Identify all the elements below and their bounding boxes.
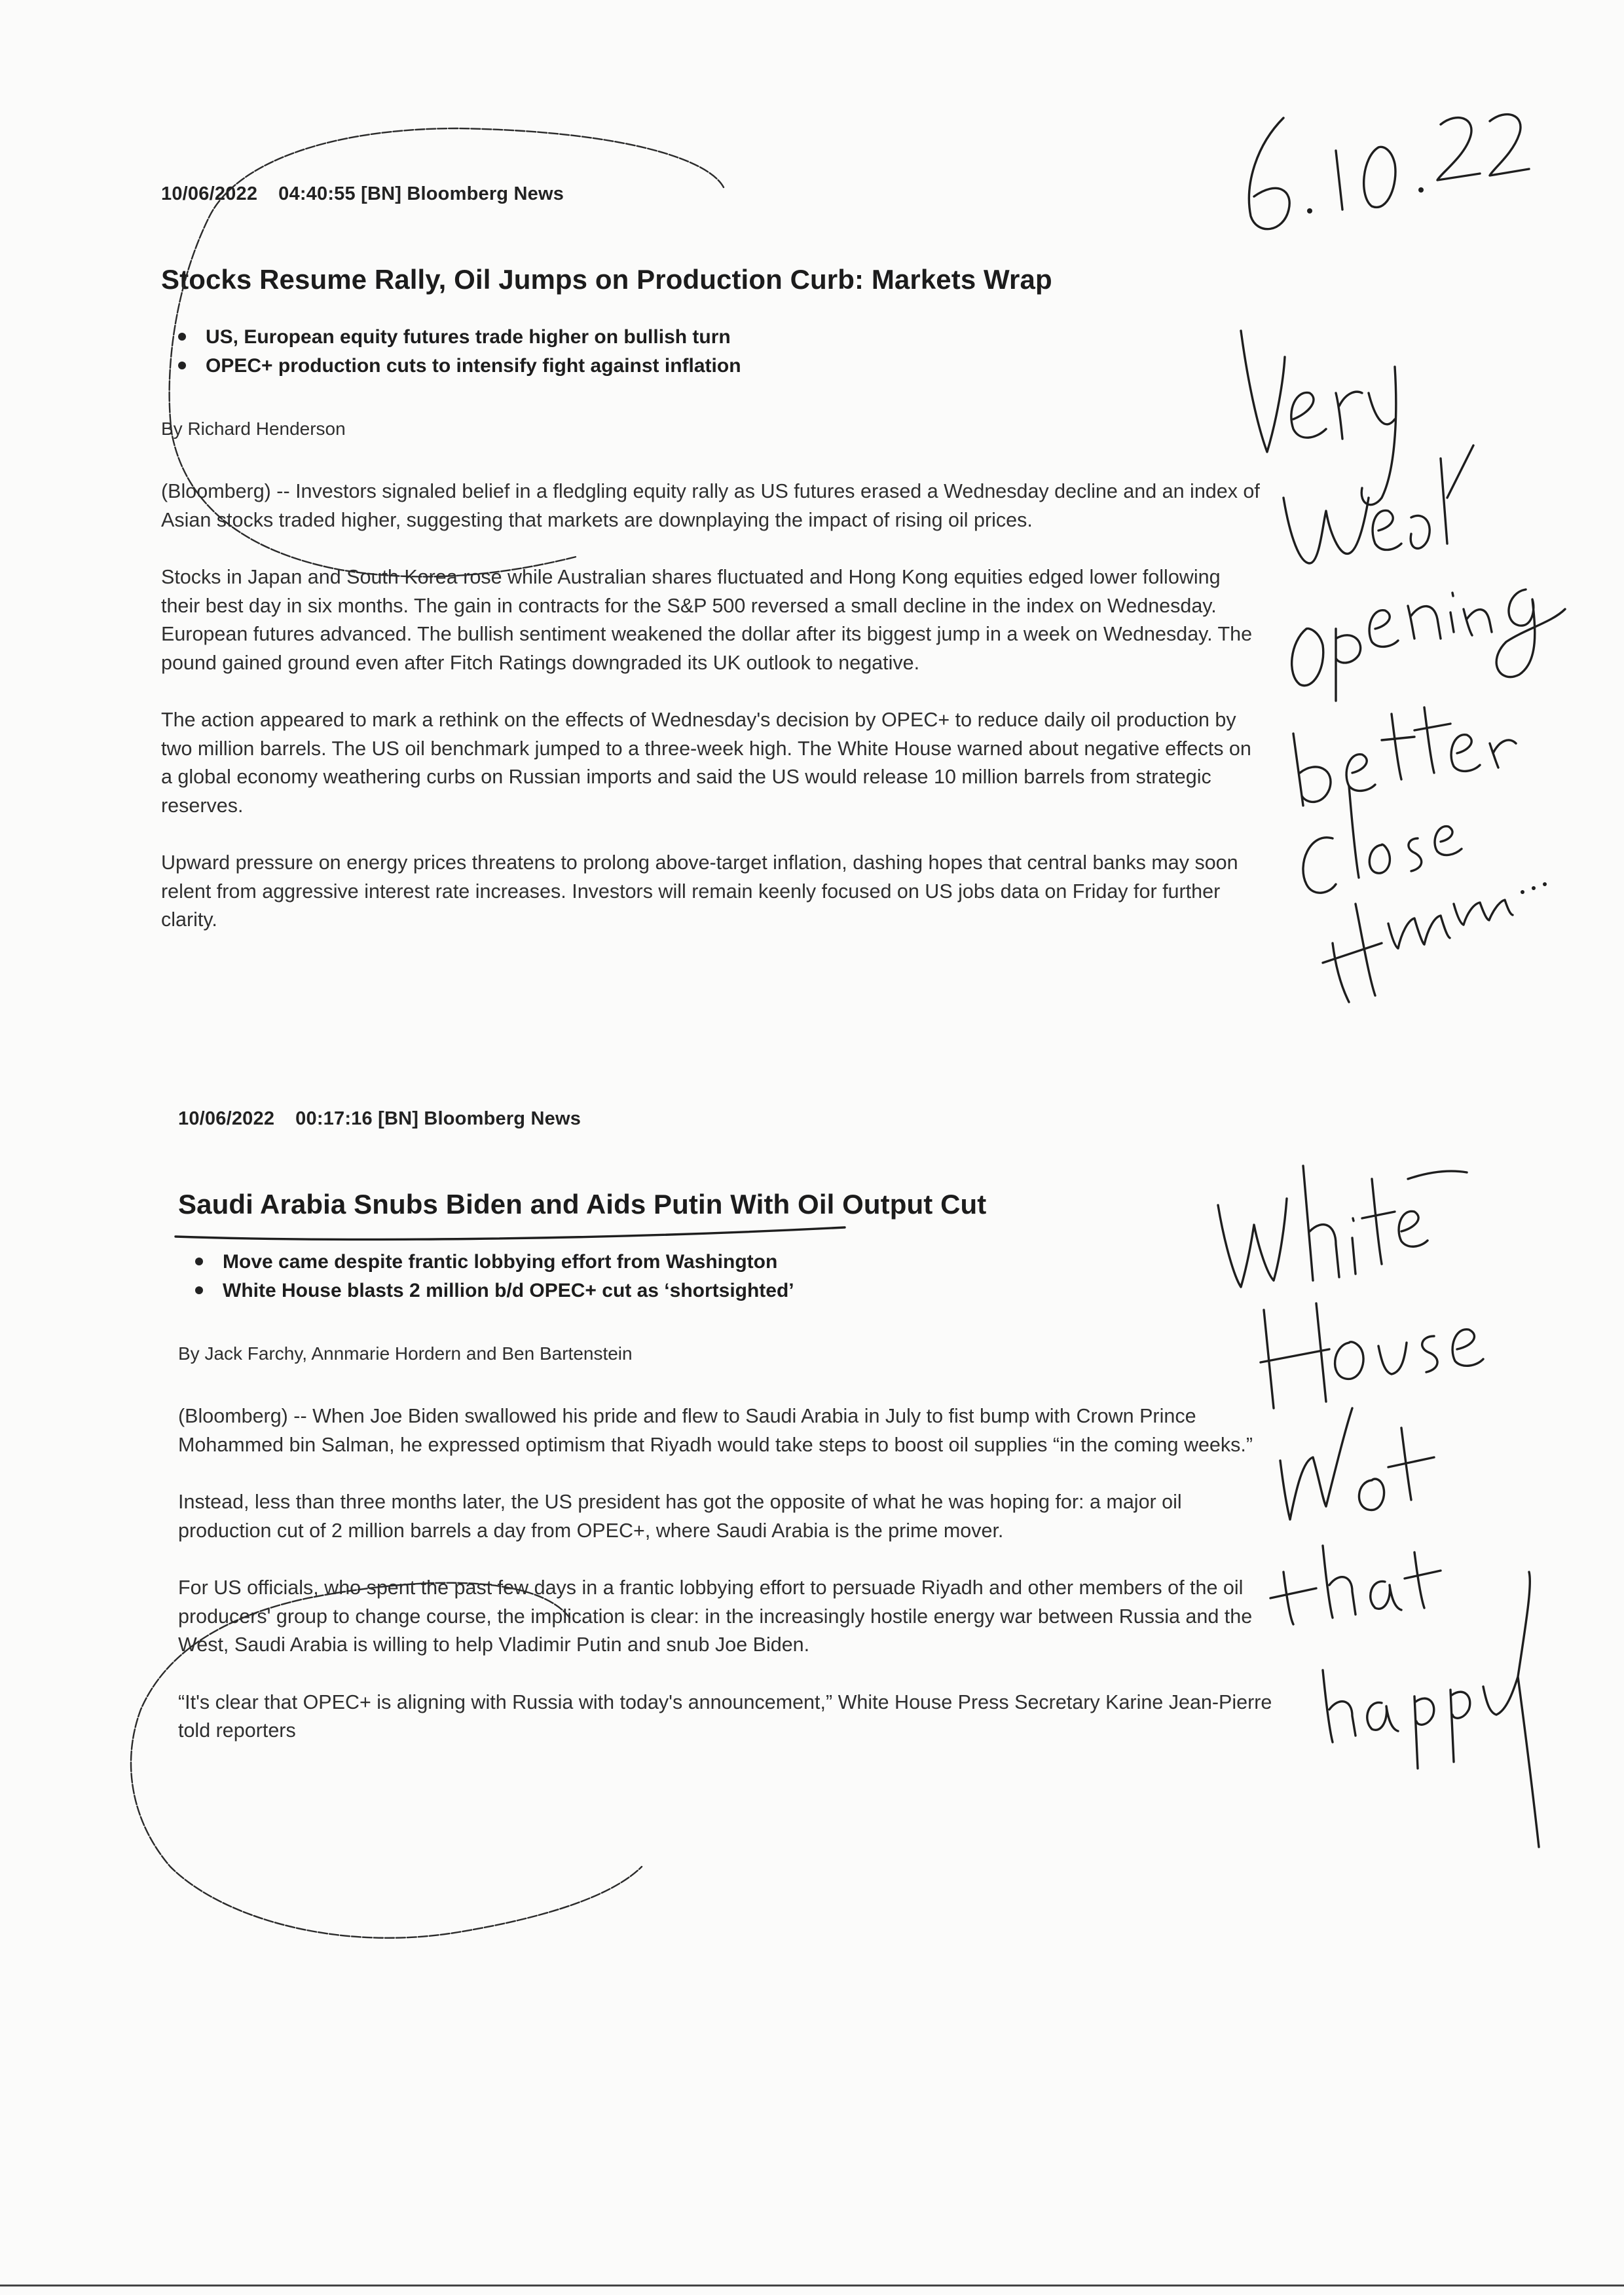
article-paragraph: (Bloomberg) -- When Joe Biden swallowed his pride and flew to Saudi Arabia in July to fist bump with Crown Prince Mohammed bin Salman, he expressed optimism that Riyadh would take steps to boost oil supplies “in the coming weeks.” [178,1405,1253,1456]
bullet-item: Move came despite frantic lobbying effort from Washington [223,1248,1278,1277]
article-paragraph: Upward pressure on energy prices threatens to prolong above-target inflation, dashing hopes that central banks may soon relent from aggressive interest rate increases. Investors will remain keenly focused on US jobs data on Friday for further clarity. [161,851,1238,931]
article-bullets [161,323,1261,381]
bullet-dot-icon [178,362,186,369]
article-saudi-arabia [178,1108,1278,1774]
article-bullets [178,1248,1278,1305]
bullet-item: White House blasts 2 million b/d OPEC+ cut as ‘shortsighted’ [223,1277,1278,1305]
bullet-dot-icon [195,1286,203,1294]
scan-edge-line [0,2285,1624,2286]
bullet-item: OPEC+ production cuts to intensify fight against inflation [206,352,1261,381]
article-byline: By Jack Farchy, Annmarie Hordern and Ben Bartenstein [178,1343,633,1364]
bullet-dot-icon [195,1258,203,1265]
article-date: 10/06/2022 [178,1108,275,1129]
handwritten-date-note [1249,115,1529,229]
article-paragraph: Stocks in Japan and South Korea rose while Australian shares fluctuated and Hong Kong equities edged lower following their best day in six months. The gain in contracts for the S&P 500 reversed a small decline in the index on Wednesday. European futures advanced. The bullish sentiment weakened the dollar after its biggest jump in a week on Wednesday. The pound gained ground even after Fitch Ratings downgraded its UK outlook to negative. [161,566,1253,674]
article-markets-wrap [161,183,1261,963]
article-time-source: 00:17:16 [BN] Bloomberg News [295,1108,581,1129]
article-time-source: 04:40:55 [BN] Bloomberg News [278,183,564,204]
article-paragraph: The action appeared to mark a rethink on the effects of Wednesday's decision by OPEC+ to reduce daily oil production by two million barrels. The US oil benchmark jumped to a three-week high. The White House warned about negative effects on a global economy weathering curbs on Russian imports and said the US would release 10 million barrels from strategic reserves. [161,709,1251,817]
handwritten-note-1 [1241,331,1565,1002]
article-headline: Saudi Arabia Snubs Biden and Aids Putin With Oil Output Cut [178,1189,987,1220]
article-meta [161,183,1261,205]
article-paragraph: (Bloomberg) -- Investors signaled belief in a fledgling equity rally as US futures erased a Wednesday decline and an index of Asian stocks traded higher, suggesting that markets are downplaying the impact of rising oil prices. [161,480,1260,531]
article-headline: Stocks Resume Rally, Oil Jumps on Production Curb: Markets Wrap [161,264,1052,295]
article-meta [178,1108,1278,1130]
article-date: 10/06/2022 [161,183,258,204]
bullet-item: US, European equity futures trade higher on bullish turn [206,323,1261,352]
bullet-dot-icon [178,333,186,341]
article-paragraph: For US officials, who spent the past few days in a frantic lobbying effort to persuade Riyadh and other members of the oil producers' group to change course, the implication is clear: in the increasingly hostile energy war between Russia and the West, Saudi Arabia is willing to help Vladimir Putin and snub Joe Biden. [178,1577,1253,1656]
article-paragraph: Instead, less than three months later, the US president has got the opposite of what he was hoping for: a major oil production cut of 2 million barrels a day from OPEC+, where Saudi Arabia is the prime mover. [178,1491,1182,1542]
article-byline: By Richard Henderson [161,419,346,439]
article-paragraph: “It's clear that OPEC+ is aligning with Russia with today's announcement,” White House Press Secretary Karine Jean-Pierre told reporters [178,1690,1272,1742]
